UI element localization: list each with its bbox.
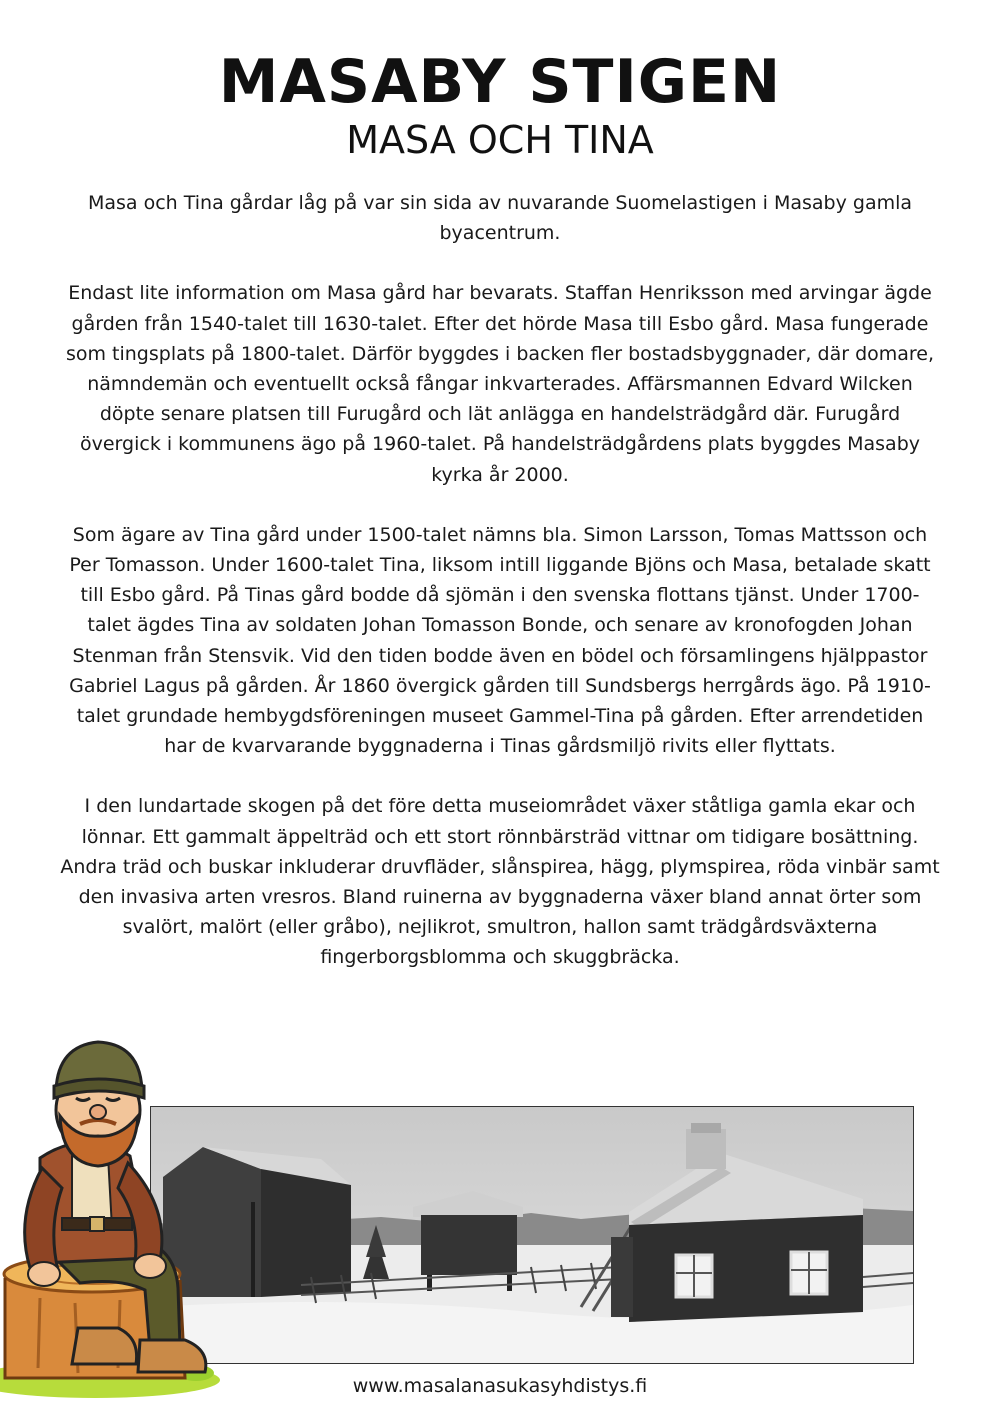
website-url: www.masalanasukasyhdistys.fi xyxy=(352,1375,648,1397)
farm-photo-illustration xyxy=(151,1107,913,1363)
body-text xyxy=(60,188,940,1003)
paragraph-masa: Endast lite information om Masa gård har bevarats. Staffan Henriksson med arvingar ägde gården från 1540-talet till 1630-talet. Efter det hörde Masa till Esbo gård. Masa fungerade som tingsplats på 1800-talet. Därför byggdes i backen fler bostadsbyggnader, där domare, nämndemän och eventuellt också fångar inkvarterades. Affärsmannen Edvard Wilcken döpte senare platsen till Furugård och lät anlägga en handelsträdgård där. Furugård övergick i kommunens ägo på 1960-talet. På handelsträdgårdens plats byggdes Masaby kyrka år 2000. xyxy=(65,282,935,486)
historic-farm-photo xyxy=(150,1106,914,1364)
page-subtitle: MASA OCH TINA xyxy=(346,118,654,162)
cartoon-farmer-illustration xyxy=(0,1028,230,1398)
paragraph-tina: Som ägare av Tina gård under 1500-talet nämns bla. Simon Larsson, Tomas Mattsson och Per Tomasson. Under 1600-talet Tina, liksom intill liggande Bjöns och Masa, betalade skatt till Esbo gård. På Tinas gård bodde då sjömän i den svenska flottans tjänst. Under 1700-talet ägdes Tina av soldaten Johan Tomasson Bonde, och senare av kronofogden Johan Stenman från Stensvik. Vid den tiden bodde även en bödel och församlingens hjälppastor Gabriel Lagus på gården. År 1860 övergick gården till Sundsbergs herrgårds ägo. På 1910-talet grundade hembygdsföreningen museet Gammel-Tina på gården. Efter arrendetiden har de kvarvarande byggnaderna i Tinas gårdsmiljö rivits eller flyttats. xyxy=(69,523,931,758)
page-title: MASABY STIGEN xyxy=(218,47,782,117)
farmer-on-stump-icon xyxy=(0,1028,230,1398)
paragraph-forest: I den lundartade skogen på det före detta museiområdet växer ståtliga gamla ekar och lönnar. Ett gammalt äppelträd och ett stort rönnbärsträd vittnar om tidigare bosättning. Andra träd och buskar inkluderar druvfläder, slånspirea, hägg, plymspirea, röda vinbär samt den invasiva arten vresros. Bland ruinerna av byggnaderna växer bland annat örter som svalört, malört (eller gråbo), nejlikrot, smultron, hallon samt trädgårdsväxterna fingerborgsblomma och skuggbräcka. xyxy=(60,795,940,969)
paragraph-intro: Masa och Tina gårdar låg på var sin sida av nuvarande Suomelastigen i Masaby gamla byacentrum. xyxy=(87,192,913,245)
